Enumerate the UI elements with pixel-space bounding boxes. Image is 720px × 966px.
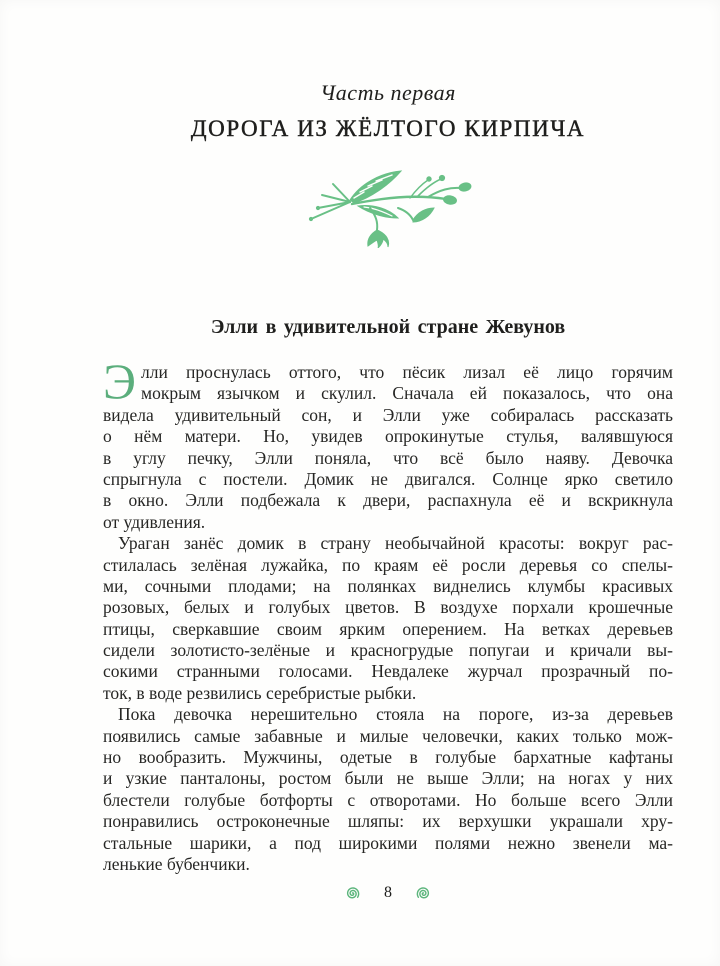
body-text — [103, 353, 673, 875]
text-line: о нём матери. Но, увидев опрокинутые стулья, валявшуюся — [103, 426, 673, 447]
text-line: видела удивительный сон, и Элли уже собиралась рассказать — [103, 404, 673, 425]
text-line: Ураган занёс домик в страну необычайной красоты: вокруг рас- — [118, 533, 673, 554]
text-line: в окно. Элли подбежала к двери, распахнула её и вскрикнула — [103, 490, 673, 511]
floral-sprig-icon — [298, 156, 478, 248]
header-ornament — [103, 156, 673, 253]
chapter-title: Элли в удивительной стране Жевунов — [210, 316, 566, 338]
text-line: Пока девочка нерешительно стояла на пороге, из-за деревьев — [118, 704, 673, 725]
text-line: спрыгнула с постели. Домик не двигался. Солнце ярко светило — [103, 468, 673, 489]
paragraph — [103, 353, 673, 533]
text-line: в углу печку, Элли поняла, что всё было наяву. Девочка — [103, 447, 673, 468]
text-line: стальные шарики, а под широкими полями нежно звенели ма- — [103, 832, 673, 853]
text-line: ленькие бубенчики. — [103, 853, 250, 874]
part-label: Часть первая — [320, 80, 456, 105]
text-line: ми, сочными плодами; на полянках виднелись клумбы красивых — [103, 575, 673, 596]
paragraph — [103, 704, 673, 875]
part-title: ДОРОГА ИЗ ЖЁЛТОГО КИРПИЧА — [190, 116, 586, 141]
page-number: 8 — [384, 884, 392, 901]
text-line: ток, в воде резвились серебристые рыбки. — [103, 682, 417, 703]
text-line: лли проснулась оттого, что пёсик лизал её лицо горячим — [141, 362, 673, 382]
text-line: стилалась зелёная лужайка, по краям её росли деревья со спелы- — [103, 554, 673, 575]
text-line: сидели золотисто-зелёные и красногрудые попугаи и кричали вы- — [103, 640, 673, 661]
text-line: птицы, сверкавшие своим ярким оперением. На ветках деревьев — [103, 618, 673, 639]
spiral-icon — [344, 885, 361, 902]
text-line: розовых, белых и голубых цветов. В воздухе порхали крошечные — [103, 597, 673, 618]
text-line: блестели голубые ботфорты с отворотами. Но больше всего Элли — [103, 789, 673, 810]
text-line: понравились остроконечные шляпы: их верхушки украшали хру- — [103, 811, 673, 832]
text-line: появились самые забавные и милые человечки, каких только мож- — [103, 725, 673, 746]
text-line: но вообразить. Мужчины, одетые в голубые бархатные кафтаны — [103, 747, 673, 768]
text-line: мокрым язычком и скулил. Сначала ей показалось, что она — [141, 383, 673, 404]
text-column — [103, 0, 673, 966]
page-footer — [103, 884, 673, 902]
text-line: от удивления. — [103, 511, 206, 532]
paragraph — [103, 533, 673, 704]
spiral-icon — [415, 885, 432, 902]
text-line: сокими странными голосами. Невдалеке журчал прозрачный по- — [103, 661, 673, 682]
text-line: и узкие панталоны, ростом были не выше Элли; на ногах у них — [103, 768, 673, 789]
drop-cap: Э — [103, 353, 137, 409]
